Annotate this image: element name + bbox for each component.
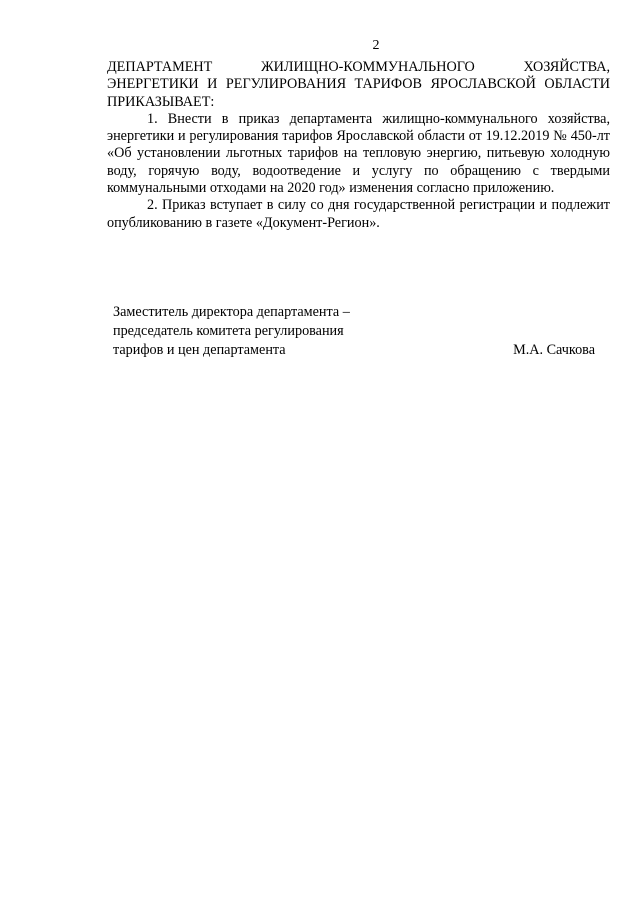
signatory-position-line-1: Заместитель директора департамента – xyxy=(113,304,350,320)
signatory-position-line-2: председатель комитета регулирования xyxy=(113,323,344,339)
order-paragraph-1: 1. Внести в приказ департамента жилищно-коммунального хозяйства, энергетики и регулирования тарифов Ярославской области от 19.12.2019 № 450-лт «Об установлении льготных тарифов на тепловую энергию, питьевую холодную воду, горячую воду, водоотведение и услугу по обращению с твердыми коммунальными отходами на 2020 год» изменения согласно приложению. xyxy=(107,110,610,197)
order-preamble: ДЕПАРТАМЕНТ ЖИЛИЩНО-КОММУНАЛЬНОГО ХОЗЯЙСТВА, ЭНЕРГЕТИКИ И РЕГУЛИРОВАНИЯ ТАРИФОВ ЯРОСЛАВСКОЙ ОБЛАСТИ ПРИКАЗЫВАЕТ: xyxy=(107,59,610,110)
page-number: 2 xyxy=(372,38,380,53)
signatory-name: М.А. Сачкова xyxy=(513,342,595,358)
signatory-position-line-3: тарифов и цен департамента xyxy=(113,342,286,358)
order-paragraph-2: 2. Приказ вступает в силу со дня государственной регистрации и подлежит опубликованию в газете «Документ-Регион». xyxy=(107,197,610,231)
order-body xyxy=(107,59,610,232)
signature-block xyxy=(113,303,603,360)
